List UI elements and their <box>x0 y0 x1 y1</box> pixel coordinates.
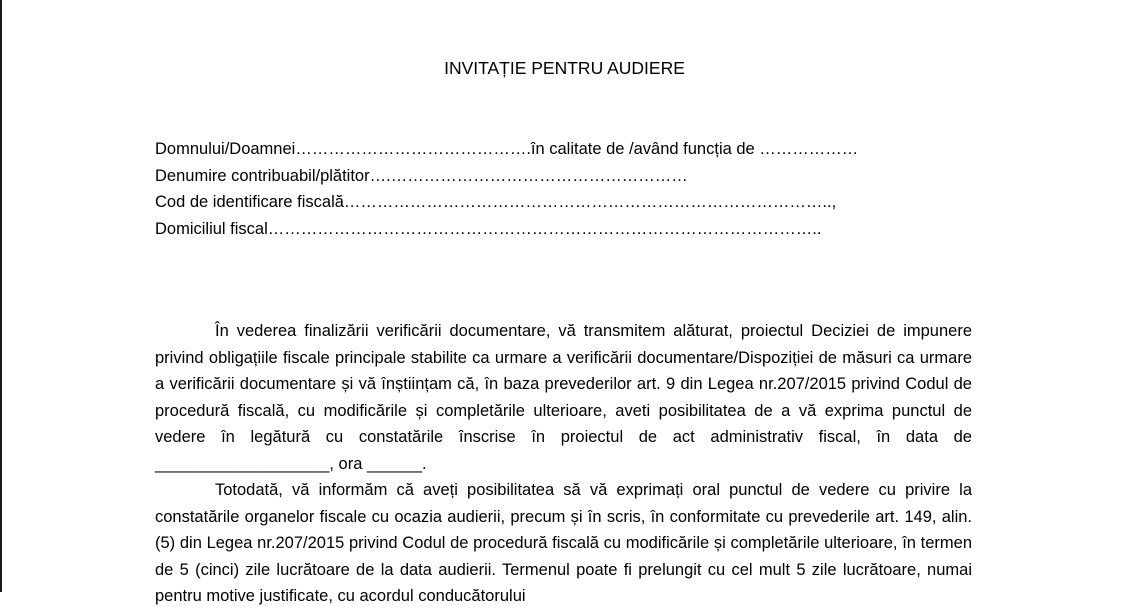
field-name-and-position: Domnului/Doamnei…………………………………….în calitate de /având funcția de ……………… <box>155 140 859 158</box>
field-taxpayer-name: Denumire contribuabil/plătitor….……………………………………………… <box>155 166 688 185</box>
document-page <box>2 0 1092 605</box>
document-title: INVITAȚIE PENTRU AUDIERE <box>444 58 685 78</box>
field-fiscal-code: Cod de identificare fiscală…………………………………………………………………………….., <box>155 193 837 211</box>
paragraph-hearing-notice: În vederea finalizării verificării documentare, vă transmitem alăturat, proiectul Deciziei de impunere privind obligațiile fiscale principale stabilite ca urmare a verificării documentare/Dispoziției de măsuri ca urmare a verificării documentare și vă înștiințam că, în baza prevederilor art. 9 din Legea nr.207/2015 privind Codul de procedură fiscală, cu modificările și completările ulterioare, aveti posibilitatea de a vă exprima punctul de vedere în legătură cu constatările înscrise în proiectul de act administrativ fiscal, în data de ___________________, ora ______. <box>155 322 972 473</box>
field-fiscal-domicile: Domiciliul fiscal……………………………………………………………………………………….. <box>155 219 822 238</box>
addressee-fields <box>155 136 975 242</box>
document-body <box>155 318 972 610</box>
paragraph-right-to-opinion: Totodată, vă informăm că aveți posibilitatea să vă exprimați oral punctul de vedere cu privire la constatările organelor fiscale cu ocazia audierii, precum și în scris, în conformitate cu prevederile art. 149, alin. (5) din Legea nr.207/2015 privind Codul de procedură fiscală cu modificările și completările ulterioare, în termen de 5 (cinci) zile lucrătoare de la data audierii. Termenul poate fi prelungit cu cel mult 5 zile lucrătoare, numai pentru motive justificate, cu acordul conducătorului <box>155 481 972 605</box>
